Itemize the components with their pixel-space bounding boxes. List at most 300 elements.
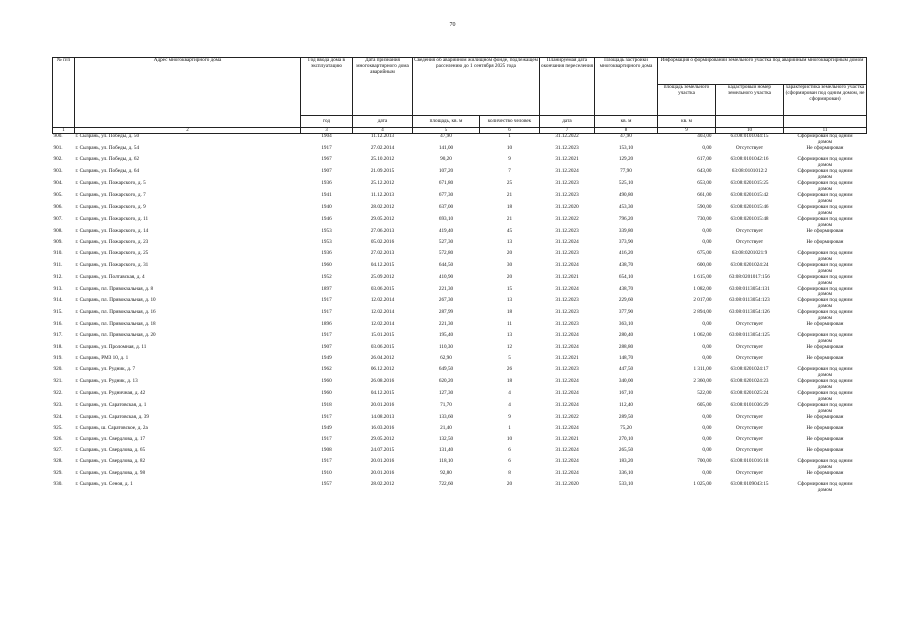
- row-address: г. Сызрань, ул. Пожарского, д. 25: [75, 249, 149, 256]
- row-characteristic-line1: Не сформирован: [806, 344, 844, 351]
- row-planned-date: 31.12.2020: [555, 481, 579, 488]
- row-characteristic: [784, 181, 867, 193]
- row-built-area: 438,70: [618, 261, 634, 268]
- row-cadastral: 63:08:0201017:156: [729, 273, 770, 280]
- row-number: 915.: [53, 309, 63, 316]
- row-people-count: 7: [508, 167, 511, 174]
- row-recognized-date: 16.03.2016: [370, 425, 395, 432]
- row-built-area: 265,50: [618, 447, 634, 454]
- row-planned-date: 31.12.2024: [555, 332, 579, 339]
- row-fund-area: 722,60: [438, 481, 454, 488]
- row-land-area: 700,00: [697, 458, 712, 465]
- row-number: 927.: [53, 447, 63, 454]
- row-characteristic-line1: Сформирован под одним: [797, 273, 853, 280]
- row-characteristic-line2: домом: [817, 303, 833, 310]
- row-land-area: 2 017,00: [693, 297, 712, 304]
- header-cadastral: кадастровый номер земельного участка: [716, 85, 784, 116]
- row-cadastral: 63:08:0201015:48: [730, 215, 769, 222]
- row-land-area: 2 894,00: [693, 309, 712, 316]
- col-number-5: 5: [413, 128, 480, 134]
- row-characteristic-line1: Не сформирован: [806, 355, 844, 362]
- row-number: 905.: [53, 191, 63, 198]
- row-recognized-date: 27.02.2013: [370, 249, 395, 256]
- row-cadastral: 63:08:0201025:24: [730, 390, 769, 397]
- row-year: 1917: [321, 297, 332, 304]
- table-row: [53, 181, 867, 193]
- col-number-4: 4: [353, 128, 413, 134]
- header-num: № п/п: [53, 58, 75, 128]
- row-address: г. Сызрань, ул. Свердлова, д. 98: [75, 470, 146, 477]
- row-cadastral: 63:08:0109043:15: [730, 481, 769, 488]
- row-characteristic-line1: Сформирован под одним: [797, 309, 853, 316]
- row-address: г. Сызрань, ул. Саратовская, д. 39: [75, 414, 149, 421]
- row-people-count: 20: [506, 481, 513, 488]
- row-built-area: 229,60: [618, 297, 634, 304]
- row-people-count: 25: [506, 179, 513, 186]
- row-cadastral: 63:08:0201021:9: [731, 249, 768, 256]
- row-characteristic-line2: домом: [817, 372, 833, 379]
- row-year: 1946: [321, 215, 332, 222]
- row-planned-date: 31.12.2024: [555, 378, 579, 385]
- row-planned-date: 31.12.2021: [555, 436, 579, 443]
- unit-year: год: [301, 116, 353, 128]
- row-address: г. Сызрань, ул. Рудничная, д. 42: [75, 390, 146, 397]
- row-characteristic-line1: Не сформирован: [806, 436, 844, 443]
- row-recognized-date: 15.01.2015: [370, 332, 395, 339]
- row-built-area: 183,20: [618, 458, 634, 465]
- row-planned-date: 31.12.2024: [555, 285, 579, 292]
- row-characteristic-line2: домом: [817, 315, 833, 322]
- row-planned-date: 31.12.2023: [555, 309, 579, 316]
- row-land-area: 1 082,00: [693, 285, 712, 292]
- unit-date: дата: [353, 116, 413, 128]
- row-fund-area: 527,30: [438, 238, 454, 245]
- table-row: [53, 263, 867, 275]
- row-address: г. Сызрань, ул. Победы, д. 50: [75, 133, 140, 139]
- row-characteristic-line1: Сформирован под одним: [797, 481, 853, 488]
- row-fund-area: 110,30: [438, 344, 454, 351]
- row-characteristic-line1: Не сформирован: [806, 321, 844, 328]
- row-fund-area: 141,00: [438, 144, 454, 151]
- row-people-count: 15: [506, 285, 513, 292]
- row-people-count: 8: [508, 470, 511, 477]
- row-people-count: 13: [506, 332, 513, 339]
- row-cadastral: Отсутствует: [735, 344, 764, 351]
- row-land-area: 675,00: [697, 249, 712, 256]
- row-people-count: 21: [506, 215, 513, 222]
- row-characteristic-line1: Сформирован под одним: [797, 179, 853, 186]
- row-built-area: 148,70: [618, 355, 634, 362]
- row-year: 1957: [321, 481, 332, 488]
- row-land-area: 617,00: [697, 155, 712, 162]
- row-characteristic-line1: Сформирован под одним: [797, 261, 853, 268]
- row-number: 922.: [53, 390, 63, 397]
- row-planned-date: 31.12.2022: [555, 414, 579, 421]
- row-built-area: 490,80: [618, 191, 634, 198]
- row-number: 928.: [53, 458, 63, 465]
- row-built-area: 447,50: [618, 366, 634, 373]
- row-characteristic: [784, 482, 867, 494]
- row-characteristic-line1: Сформирован под одним: [797, 390, 853, 397]
- table-row: [53, 229, 867, 240]
- row-address: г. Сызрань, ул. Победы, д. 62: [75, 155, 140, 162]
- row-year: 1896: [321, 321, 332, 328]
- row-characteristic: [784, 275, 867, 287]
- row-recognized-date: 28.02.2012: [370, 203, 395, 210]
- row-planned-date: 31.12.2023: [555, 321, 579, 328]
- row-cadastral: Отсутствует: [735, 470, 764, 477]
- row-land-area: 730,00: [697, 215, 712, 222]
- row-planned-date: 31.12.2021: [555, 155, 579, 162]
- row-year: 1960: [321, 378, 332, 385]
- row-cadastral: Отсутствует: [735, 238, 764, 245]
- row-characteristic-line2: домом: [817, 384, 833, 391]
- row-land-area: 600,00: [697, 261, 712, 268]
- row-fund-area: 62,90: [440, 355, 452, 362]
- row-number: 909.: [53, 238, 63, 245]
- row-fund-area: 637,00: [438, 203, 454, 210]
- row-built-area: 112,40: [618, 402, 634, 409]
- row-land-area: 0,00: [702, 144, 712, 151]
- row-address: г. Сызрань, ул. Саратовская, д. 1: [75, 402, 147, 409]
- row-recognized-date: 20.01.2016: [370, 402, 395, 409]
- row-cadastral: Отсутствует: [735, 144, 764, 151]
- row-people-count: 1: [508, 425, 511, 432]
- row-address: г. Сызрань, ул. Проломная, д. 11: [75, 344, 147, 351]
- row-recognized-date: 11.12.2013: [370, 191, 395, 198]
- row-land-area: 0,00: [702, 425, 712, 432]
- row-characteristic: [784, 251, 867, 263]
- row-cadastral: Отсутствует: [735, 436, 764, 443]
- row-address: г. Сызрань, пл. Привокзальная, д. 10: [75, 297, 156, 304]
- row-number: 901.: [53, 144, 63, 151]
- col-number-7: 7: [540, 128, 595, 134]
- row-year: 1953: [321, 227, 332, 234]
- row-characteristic-line1: Не сформирован: [806, 447, 844, 454]
- row-people-count: 13: [506, 297, 513, 304]
- unit-area: площадь, кв. м: [413, 116, 480, 128]
- row-year: 1918: [321, 402, 332, 409]
- row-people-count: 20: [506, 273, 513, 280]
- row-planned-date: 31.12.2021: [555, 273, 579, 280]
- row-recognized-date: 25.12.2012: [370, 179, 395, 186]
- row-cadastral: Отсутствует: [735, 355, 764, 362]
- row-characteristic-line1: Не сформирован: [806, 238, 844, 245]
- row-recognized-date: 20.01.2016: [370, 470, 395, 477]
- row-built-area: 339,80: [618, 227, 634, 234]
- table-row: [53, 205, 867, 217]
- row-address: г. Сызрань, ул. Сеноя, д. 1: [75, 481, 133, 488]
- row-people-count: 5: [508, 355, 511, 362]
- row-fund-area: 90,20: [440, 155, 452, 162]
- row-built-area: 153,10: [618, 144, 634, 151]
- unit-sqm-built: кв. м: [595, 116, 658, 128]
- row-number: 930.: [53, 481, 63, 488]
- row-characteristic-line2: домом: [817, 396, 833, 403]
- row-fund-area: 221,30: [438, 321, 454, 328]
- row-built-area: 340,00: [618, 378, 634, 385]
- row-address: г. Сызрань, ул. Пожарского, д. 14: [75, 227, 149, 234]
- row-year: 1908: [321, 447, 332, 454]
- row-built-area: 280,40: [618, 332, 634, 339]
- row-year: 1960: [321, 261, 332, 268]
- row-fund-area: 572,80: [438, 249, 454, 256]
- row-number: 902.: [53, 155, 63, 162]
- row-year: 1953: [321, 238, 332, 245]
- row-fund-area: 644,50: [438, 261, 454, 268]
- header-characteristic: характеристика земельного участка (сформирован под одним домом, не сформирован): [784, 85, 867, 116]
- row-characteristic-line1: Не сформирован: [806, 470, 844, 477]
- row-cadastral: 63:08:0201024:17: [730, 366, 769, 373]
- table-row: [53, 193, 867, 205]
- row-cadastral: 63:08:0101036:29: [730, 402, 769, 409]
- row-number: 912.: [53, 273, 63, 280]
- row-address: г. Сызрань, ул. Рудник, д. 13: [75, 378, 138, 385]
- row-land-area: 661,00: [697, 191, 712, 198]
- row-land-area: 0,00: [702, 470, 712, 477]
- row-people-count: 45: [506, 227, 513, 234]
- row-number: 925.: [53, 425, 63, 432]
- row-characteristic-line2: домом: [817, 173, 833, 180]
- row-recognized-date: 14.08.2013: [370, 414, 395, 421]
- row-characteristic-line2: домом: [817, 267, 833, 274]
- header-recognized: Дата признания многоквартирного дома аварийным: [353, 58, 413, 116]
- row-address: г. Сызрань, ул. Свердлова, д. 82: [75, 458, 146, 465]
- header-land-area: площадь земельного участка: [658, 85, 716, 116]
- row-number: 914.: [53, 297, 63, 304]
- row-planned-date: 31.12.2024: [555, 238, 579, 245]
- row-characteristic: [784, 193, 867, 205]
- row-recognized-date: 03.06.2015: [370, 285, 395, 292]
- row-number: 926.: [53, 436, 63, 443]
- row-characteristic-line2: домом: [817, 161, 833, 168]
- row-land-area: 0,00: [702, 436, 712, 443]
- row-fund-area: 92,80: [440, 470, 452, 477]
- row-characteristic: [784, 205, 867, 217]
- row-characteristic-line1: Сформирован под одним: [797, 297, 853, 304]
- row-year: 1907: [321, 344, 332, 351]
- row-land-area: 590,00: [697, 203, 712, 210]
- row-built-area: 525,10: [618, 179, 634, 186]
- row-number: 907.: [53, 215, 63, 222]
- row-land-area: 0,00: [702, 321, 712, 328]
- row-cadastral: Отсутствует: [735, 425, 764, 432]
- row-people-count: 18: [506, 309, 513, 316]
- col-number-11: 11: [784, 128, 867, 134]
- row-characteristic-line2: домом: [817, 185, 833, 192]
- row-built-area: 47,90: [620, 133, 632, 139]
- row-cadastral: 63:08:0201015:42: [730, 191, 769, 198]
- row-planned-date: 31.12.2023: [555, 179, 579, 186]
- row-characteristic-line1: Сформирован под одним: [797, 249, 853, 256]
- row-fund-area: 21,40: [440, 425, 452, 432]
- row-characteristic-line1: Сформирован под одним: [797, 285, 853, 292]
- row-land-area: 403,00: [697, 133, 712, 139]
- row-fund-area: 671,80: [438, 179, 454, 186]
- row-fund-area: 221,30: [438, 285, 454, 292]
- row-built-area: 363,10: [618, 321, 634, 328]
- row-address: г. Сызрань, пл. Привокзальная, д. 16: [75, 309, 156, 316]
- row-number: 929.: [53, 470, 63, 477]
- row-land-area: 0,00: [702, 344, 712, 351]
- row-people-count: 21: [506, 191, 513, 198]
- col-number-3: 3: [301, 128, 353, 134]
- row-cadastral: 63:08:0113054:125: [729, 332, 770, 339]
- header-fund: Сведения об аварийном жилищном фонде, подлежащем расселению до 1 сентября 2025 года: [413, 58, 540, 116]
- row-fund-area: 677,30: [438, 191, 454, 198]
- row-number: 910.: [53, 249, 63, 256]
- row-recognized-date: 26.04.2012: [370, 355, 395, 362]
- row-year: 1936: [321, 249, 332, 256]
- row-characteristic-line2: домом: [817, 338, 833, 345]
- table-row: [53, 275, 867, 287]
- row-built-area: 129,20: [618, 155, 634, 162]
- row-characteristic-line1: Не сформирован: [806, 425, 844, 432]
- row-fund-area: 131,40: [438, 447, 454, 454]
- row-year: 1917: [321, 144, 332, 151]
- row-characteristic-line1: Сформирован под одним: [797, 167, 853, 174]
- row-people-count: 1: [508, 133, 511, 139]
- row-land-area: 2 360,00: [693, 378, 712, 385]
- unit-sqm-land: кв. м: [658, 116, 716, 128]
- row-number: 924.: [53, 414, 63, 421]
- row-planned-date: 31.12.2024: [555, 261, 579, 268]
- row-land-area: 605,00: [697, 402, 712, 409]
- row-characteristic-line2: домом: [817, 464, 833, 471]
- row-year: 1952: [321, 273, 332, 280]
- table-header: [53, 58, 867, 134]
- row-cadastral: Отсутствует: [735, 447, 764, 454]
- row-land-area: 1 025,00: [693, 481, 712, 488]
- row-people-count: 10: [506, 144, 513, 151]
- row-characteristic-line1: Не сформирован: [806, 414, 844, 421]
- row-built-area: 438,70: [618, 285, 634, 292]
- row-number: 900.: [53, 133, 63, 139]
- row-number: 916.: [53, 321, 63, 328]
- row-cadastral: 63:08:0101012:2: [731, 167, 768, 174]
- row-year: 1960: [321, 390, 332, 397]
- row-planned-date: 31.12.2022: [555, 133, 579, 139]
- row-cadastral: Отсутствует: [735, 227, 764, 234]
- row-land-area: 0,00: [702, 227, 712, 234]
- col-number-2: 2: [75, 128, 301, 134]
- row-planned-date: 31.12.2024: [555, 390, 579, 397]
- row-built-area: 796,20: [618, 215, 634, 222]
- row-address: г. Сызрань, ул. Пожарского, д. 31: [75, 261, 149, 268]
- row-address: г. Сызрань, ул. Пожарского, д. 11: [75, 215, 149, 222]
- row-people-count: 26: [506, 366, 513, 373]
- row-land-area: 1 311,00: [693, 366, 712, 373]
- row-recognized-date: 25.10.2012: [370, 155, 395, 162]
- row-fund-area: 620,20: [438, 378, 454, 385]
- row-built-area: 288,80: [618, 344, 634, 351]
- row-recognized-date: 25.09.2012: [370, 273, 395, 280]
- row-fund-area: 195,40: [438, 332, 454, 339]
- row-number: 918.: [53, 344, 63, 351]
- row-characteristic: [784, 263, 867, 275]
- row-address: г. Сызрань, РМЗ 10, д. 1: [75, 355, 129, 362]
- row-planned-date: 31.12.2024: [555, 458, 579, 465]
- row-characteristic-line2: домом: [817, 197, 833, 204]
- row-cadastral: 63:08:0113054:131: [729, 285, 770, 292]
- col-number-8: 8: [595, 128, 658, 134]
- row-people-count: 13: [506, 238, 513, 245]
- row-built-area: 270,10: [618, 436, 634, 443]
- row-characteristic-line1: Не сформирован: [806, 227, 844, 234]
- table-row: [53, 482, 867, 494]
- row-characteristic-line1: Сформирован под одним: [797, 366, 853, 373]
- row-built-area: 167,10: [618, 390, 634, 397]
- row-recognized-date: 03.06.2015: [370, 344, 395, 351]
- header-year: Год ввода дома в эксплуатацию: [301, 58, 353, 116]
- row-characteristic-line1: Не сформирован: [806, 144, 844, 151]
- row-characteristic-line1: Сформирован под одним: [797, 458, 853, 465]
- row-land-area: 643,00: [697, 167, 712, 174]
- row-fund-area: 127,30: [438, 390, 454, 397]
- header-address: Адрес многоквартирного дома: [75, 58, 301, 128]
- row-address: г. Сызрань, ш. Саратовское, д. 2а: [75, 425, 148, 432]
- row-recognized-date: 04.12.2015: [370, 261, 395, 268]
- row-characteristic-line1: Сформирован под одним: [797, 378, 853, 385]
- row-built-area: 453,30: [618, 203, 634, 210]
- unit-date-planned: дата: [540, 116, 595, 128]
- row-recognized-date: 29.05.2012: [370, 215, 395, 222]
- row-cadastral: 63:08:0101016:18: [730, 458, 769, 465]
- row-address: г. Сызрань, пл. Привокзальная, д. 18: [75, 321, 156, 328]
- row-people-count: 11: [507, 321, 512, 328]
- row-planned-date: 31.12.2022: [555, 215, 579, 222]
- row-year: 1936: [321, 179, 332, 186]
- row-land-area: 522,00: [697, 390, 712, 397]
- row-people-count: 4: [508, 390, 511, 397]
- row-planned-date: 31.12.2023: [555, 297, 579, 304]
- row-cadastral: 63:08:0113054:123: [729, 297, 770, 304]
- row-year: 1949: [321, 425, 332, 432]
- header-planned: Планируемая дата окончания переселения: [540, 58, 595, 116]
- table-row: [53, 217, 867, 229]
- emergency-housing-table: [52, 57, 867, 494]
- header-land-info: Информация о формировании земельного участка под аварийным многоквартирным домом: [658, 58, 867, 85]
- row-planned-date: 31.12.2023: [555, 227, 579, 234]
- row-characteristic-line1: Сформирован под одним: [797, 155, 853, 162]
- row-address: г. Сызрань, ул. Свердлова, д. 65: [75, 447, 146, 454]
- row-fund-area: 71,70: [440, 402, 452, 409]
- row-number: 906.: [53, 203, 63, 210]
- row-characteristic-line1: Сформирован под одним: [797, 191, 853, 198]
- row-address: г. Сызрань, ул. Рудник, д. 7: [75, 366, 136, 373]
- row-number: 913.: [53, 285, 63, 292]
- row-land-area: 653,00: [697, 179, 712, 186]
- col-number-6: 6: [480, 128, 540, 134]
- row-built-area: 75,20: [620, 425, 632, 432]
- row-address: г. Сызрань, ул. Свердлова, д. 17: [75, 436, 146, 443]
- row-planned-date: 31.12.2024: [555, 470, 579, 477]
- row-recognized-date: 24.07.2015: [370, 447, 395, 454]
- row-number: 904.: [53, 179, 63, 186]
- row-built-area: 533,10: [618, 481, 634, 488]
- row-fund-area: 419,40: [438, 227, 454, 234]
- row-year: 1967: [321, 155, 332, 162]
- row-year: 1949: [321, 355, 332, 362]
- row-fund-area: 287,99: [438, 309, 454, 316]
- row-cadastral: 63:08:0201015:25: [730, 179, 769, 186]
- table-row: [53, 251, 867, 263]
- row-cadastral: 63:08:0201024:24: [730, 261, 769, 268]
- row-address: г. Сызрань, ул. Пожарского, д. 9: [75, 203, 146, 210]
- row-year: 1917: [321, 436, 332, 443]
- row-cadastral: 63:08:0113054:126: [729, 309, 770, 316]
- row-built-area: 373,90: [618, 238, 634, 245]
